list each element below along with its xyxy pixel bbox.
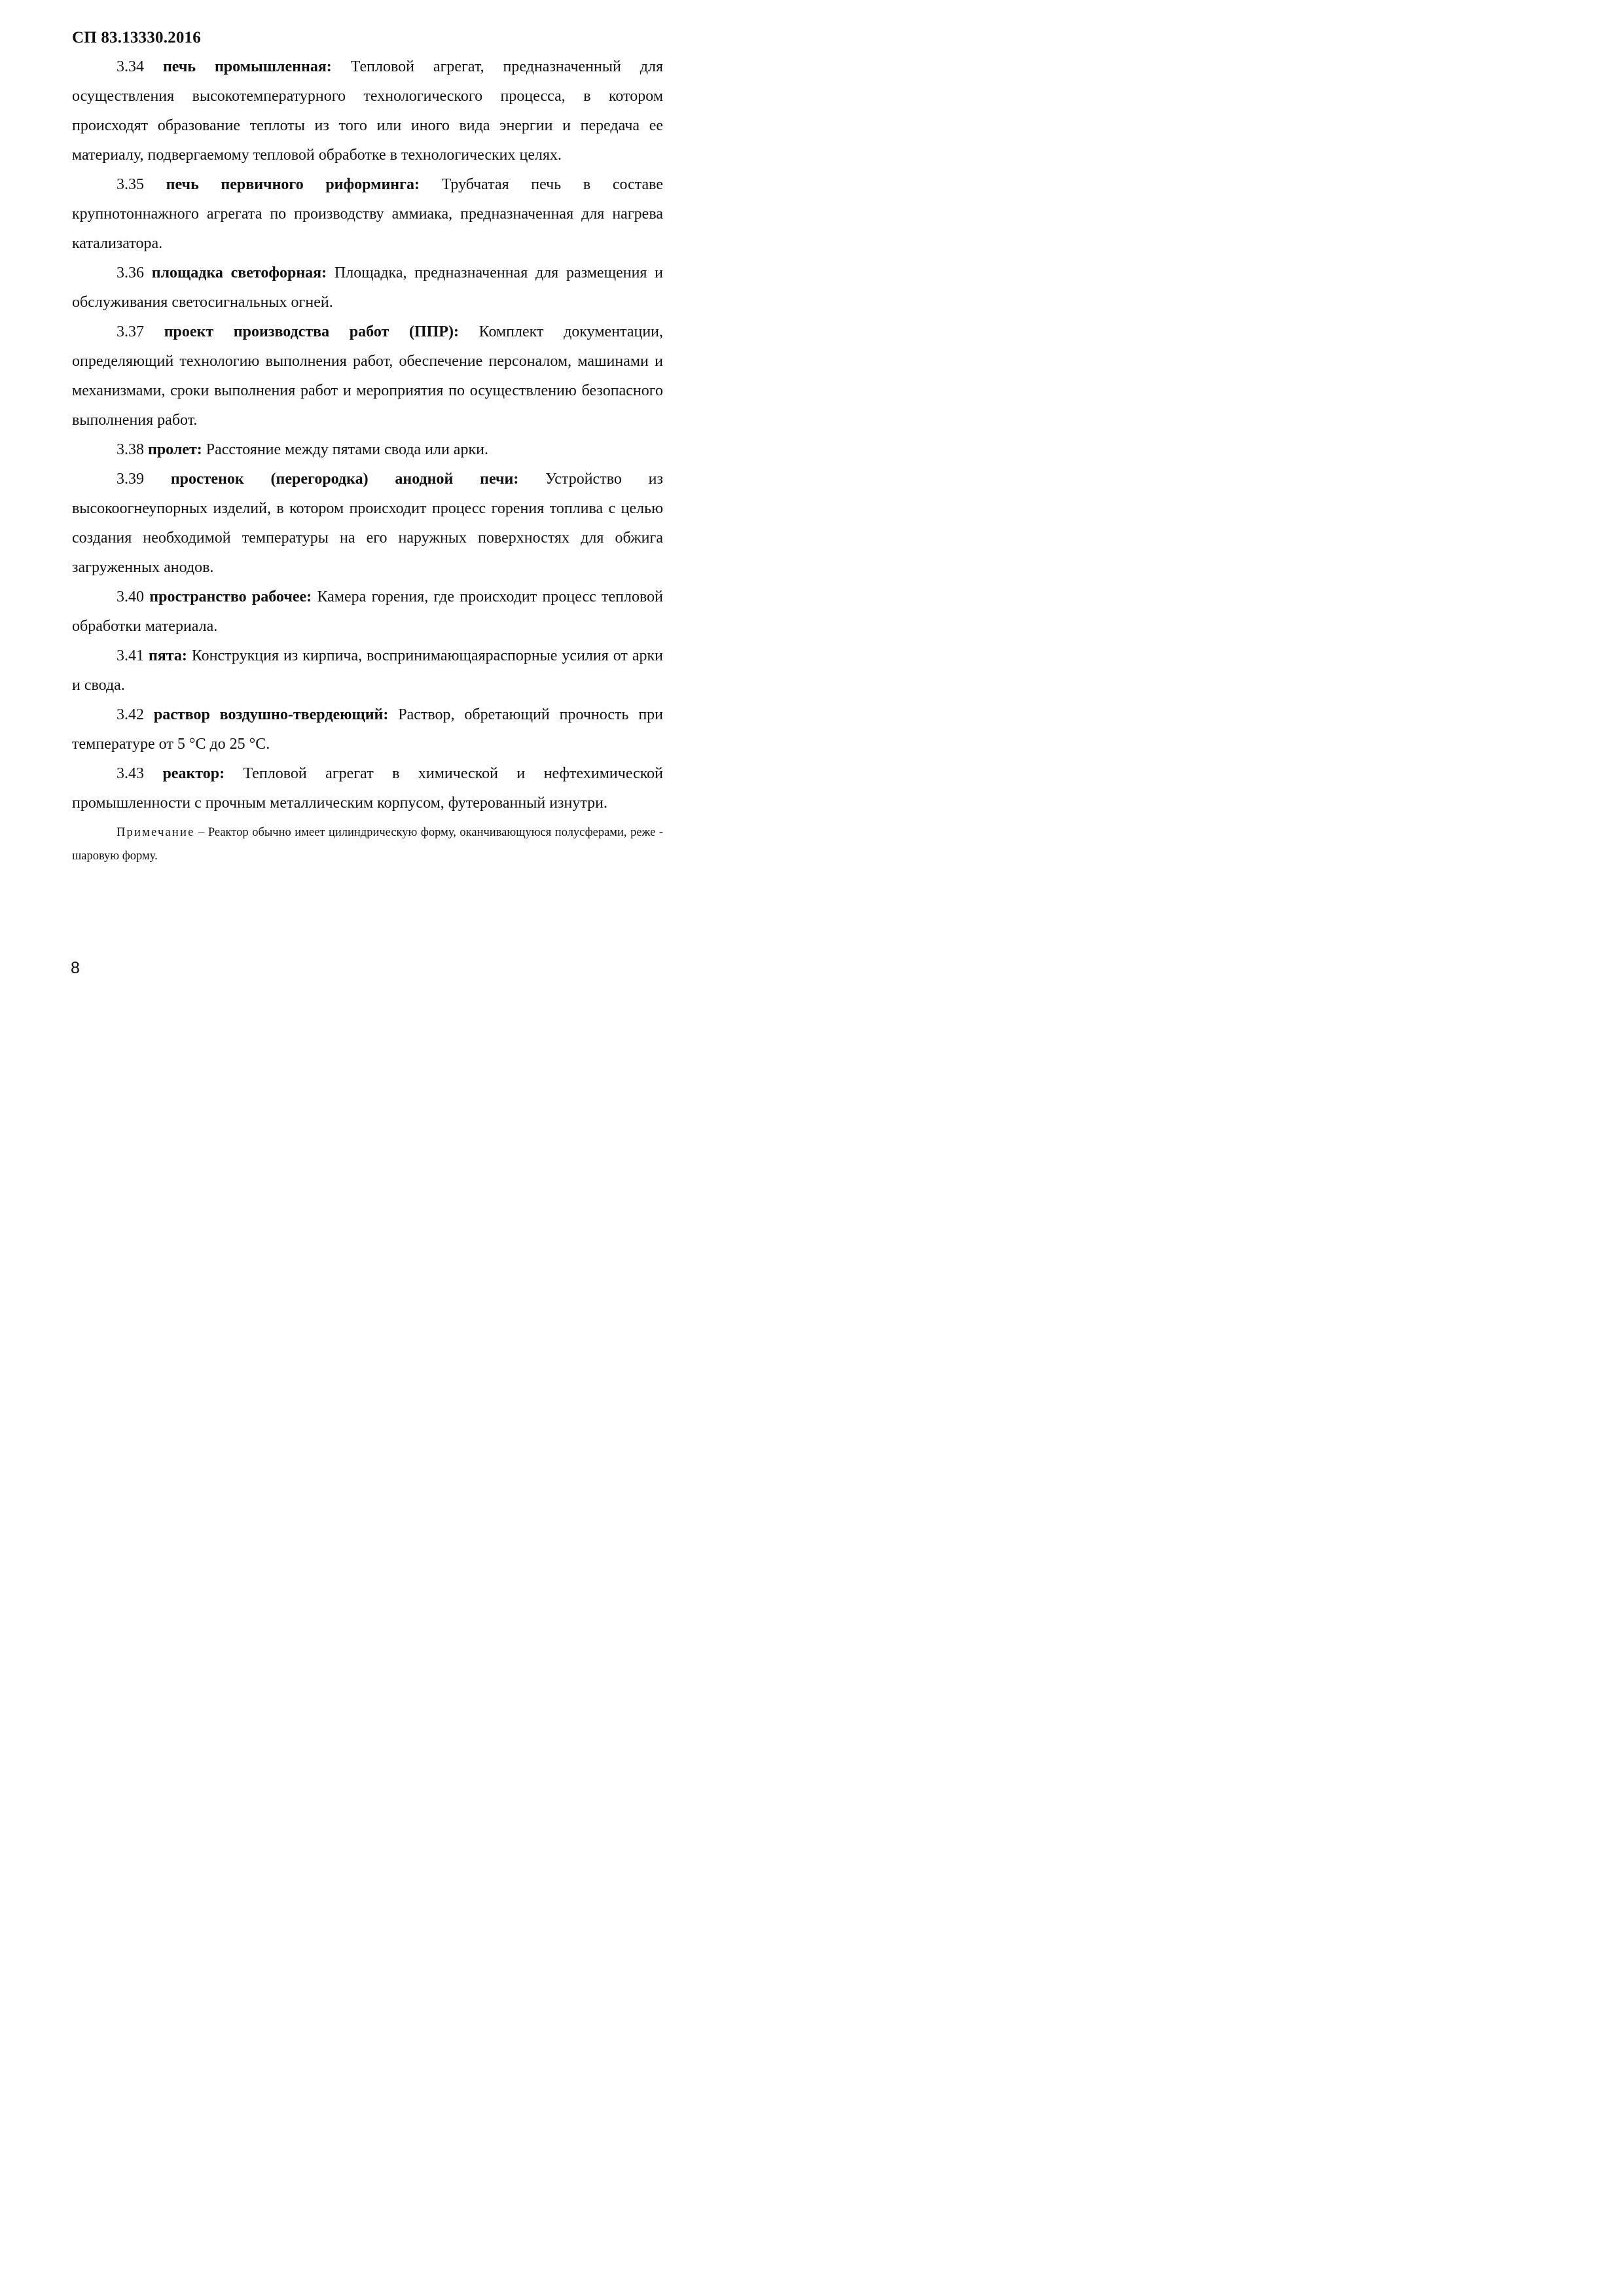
term-entry-3-34: [72, 52, 663, 170]
term-entry-3-38: [72, 435, 663, 465]
term-number: 3.34: [117, 58, 144, 75]
term-entry-3-41: [72, 641, 663, 700]
term-entry-3-37: [72, 317, 663, 435]
document-page: [0, 0, 720, 1018]
term-entry-3-42: [72, 700, 663, 759]
term-name: проект производства работ (ППР):: [164, 323, 459, 340]
term-number: 3.40: [117, 588, 144, 605]
term-number: 3.43: [117, 765, 144, 782]
term-name: печь первичного риформинга:: [166, 176, 420, 193]
term-definition: Устройство из высокоогнеупорных изделий, в котором происходит процесс горения топлива с целью создания необходимой температуры на его наружных поверхностях для обжига загруженных анодов.: [72, 471, 663, 576]
term-name: раствор воздушно-твердеющий:: [153, 706, 389, 723]
term-number: 3.42: [117, 706, 144, 723]
term-definition: Тепловой агрегат, предназначенный для осуществления высокотемпературного технологического процесса, в котором происходят образование теплоты из того или иного вида энергии и передача ее материалу, подвергаемому тепловой обработке в технологических целях.: [72, 58, 663, 164]
term-name: печь промышленная:: [162, 58, 332, 75]
term-entry-3-39: [72, 465, 663, 583]
term-entry-3-43: [72, 759, 663, 818]
term-name: реактор:: [162, 765, 225, 782]
term-definition: Площадка, предназначенная для размещения и обслуживания светосигнальных огней.: [72, 264, 664, 311]
term-name: простенок (перегородка) анодной печи:: [170, 471, 519, 488]
term-number: 3.35: [117, 176, 144, 193]
term-name: пята:: [148, 647, 187, 664]
term-definition: Трубчатая печь в составе крупнотоннажного агрегата по производству аммиака, предназначенная для нагрева катализатора.: [72, 176, 664, 252]
term-definition: Тепловой агрегат в химической и нефтехимической промышленности с прочным металлическим корпусом, футерованный изнутри.: [72, 765, 664, 812]
term-number: 3.39: [117, 471, 144, 488]
term-entry-3-36: [72, 259, 663, 317]
term-definition: Комплект документации, определяющий технологию выполнения работ, обеспечение персоналом, машинами и механизмами, сроки выполнения работ и мероприятия по осуществлению безопасного выполнения работ.: [72, 323, 664, 429]
term-number: 3.38: [117, 441, 144, 458]
term-name: площадка светофорная:: [151, 264, 327, 281]
term-definition: Раствор, обретающий прочность при температуре от 5 °С до 25 °С.: [72, 706, 663, 753]
term-definition: Расстояние между пятами свода или арки.: [206, 441, 488, 458]
page-number: 8: [71, 959, 80, 977]
term-name: пространство рабочее:: [149, 588, 312, 605]
term-number: 3.36: [117, 264, 144, 281]
term-definition: Конструкция из кирпича, воспринимающаяраспорные усилия от арки и свода.: [72, 647, 664, 694]
terms-list: [72, 52, 663, 868]
note-label: Примечание: [117, 826, 195, 839]
term-entry-3-35: [72, 170, 663, 259]
term-number: 3.37: [117, 323, 144, 340]
term-name: пролет:: [148, 441, 202, 458]
term-number: 3.41: [117, 647, 144, 664]
term-definition: Камера горения, где происходит процесс тепловой обработки материала.: [72, 588, 664, 635]
document-code: СП 83.13330.2016: [72, 29, 201, 46]
note-text: – Реактор обычно имеет цилиндрическую форму, оканчивающуюся полусферами, реже - шаровую форму.: [72, 826, 663, 863]
note-paragraph: [72, 821, 663, 868]
term-entry-3-40: [72, 583, 663, 641]
